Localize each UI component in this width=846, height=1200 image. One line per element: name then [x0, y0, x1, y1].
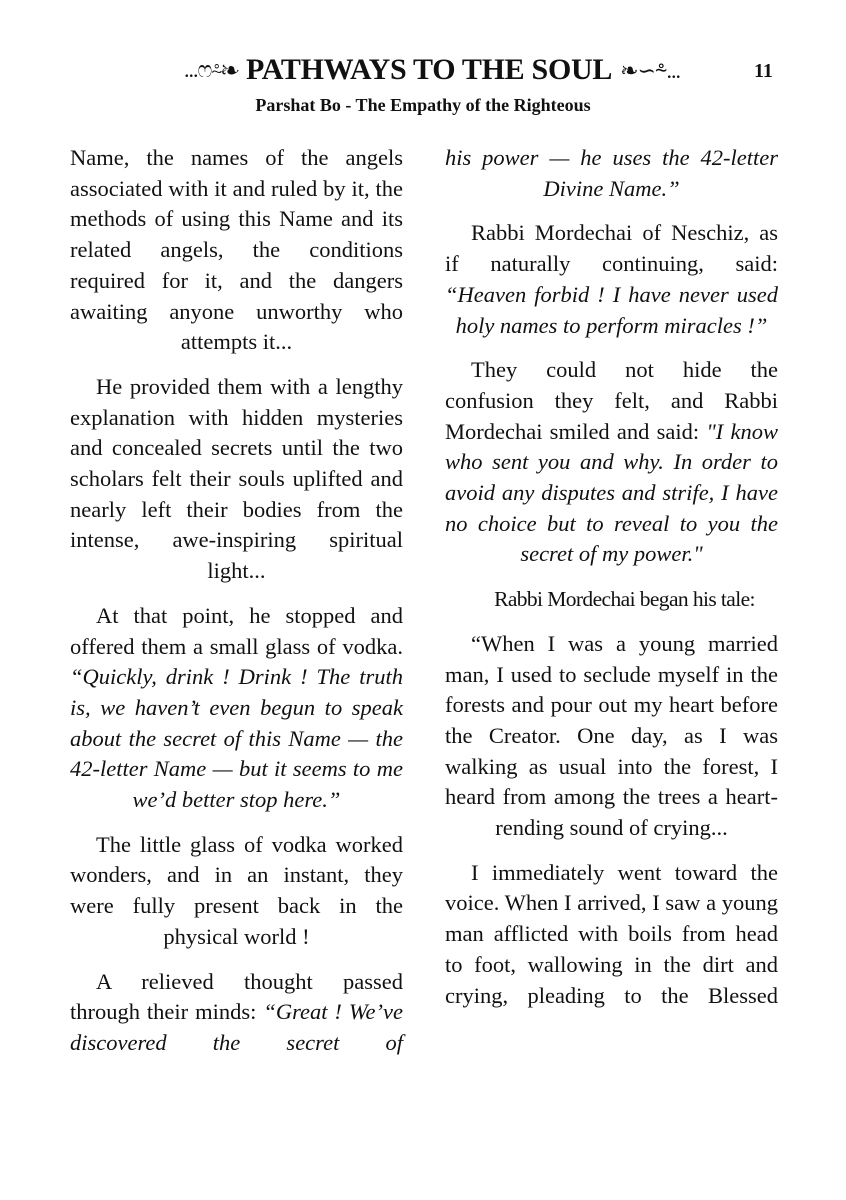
- book-title-row: [132, 50, 732, 90]
- paragraph: [445, 143, 778, 204]
- paragraph: [445, 584, 778, 615]
- left-column: [70, 143, 403, 1073]
- right-column: [445, 143, 778, 1025]
- text: The little glass of vodka worked wonders, and in an instant, they were fully present back in the physical world !: [70, 831, 403, 949]
- paragraph: [70, 601, 403, 816]
- paragraph: [445, 355, 778, 570]
- text: Rabbi Mordechai began his tale:: [494, 587, 755, 612]
- italic-text: “Heaven forbid ! I have never used holy names to perform miracles !”: [445, 281, 778, 338]
- paragraph: [445, 858, 778, 1012]
- book-title: PATHWAYS TO THE SOUL: [245, 53, 613, 86]
- paragraph: [70, 830, 403, 953]
- text: At that point, he stopped and offered them a small glass of vodka.: [70, 602, 403, 659]
- text: He provided them with a lengthy explanation with hidden mysteries and concealed secrets until the two scholars felt their souls uplifted and nearly left their bodies from the intense, awe-inspiring spiritual light...: [70, 373, 403, 584]
- text: They could not hide the confusion they felt, and Rabbi Mordechai smiled and said:: [445, 357, 778, 444]
- chapter-subtitle: Parshat Bo - The Empathy of the Righteous: [255, 95, 591, 115]
- text: Name, the names of the angels associated with it and ruled by it, the methods of using this Name and its related angels, the conditions required for it, and the dangers awaiting anyone unworthy who attempts it...: [70, 145, 403, 355]
- italic-text: “Quickly, drink ! Drink ! The truth is, we haven’t even begun to speak about the secret of this Name — the 42-letter Name — but it seems to me we’d better stop here.”: [70, 664, 403, 813]
- ornament-right-icon: ❧∽⸛...: [620, 58, 681, 83]
- ornament-left-icon: ...ෆ⸛❧: [183, 57, 238, 82]
- italic-text: “Great ! We’ve discovered the secret of: [70, 999, 403, 1055]
- text: “When I was a young married man, I used to seclude myself in the forests and pour out my heart before the Creator. One day, as I was walking as usual into the forest, I heard from among the trees a heart-rending sound of crying...: [445, 630, 778, 841]
- paragraph: [70, 372, 403, 587]
- text: I immediately went toward the voice. When I arrived, I saw a young man afflicted with boils from head to foot, wallowing in the dirt and crying, pleading to the Blessed: [445, 859, 778, 1008]
- page-number: 11: [754, 60, 773, 82]
- italic-text: "I know who sent you and why. In order to avoid any disputes and strife, I have no choice but to reveal to you the secret of my power.": [445, 418, 778, 567]
- text: A relieved thought passed through their minds:: [70, 968, 403, 1025]
- text: Rabbi Mordechai of Neschiz, as if naturally continuing, said:: [445, 220, 778, 277]
- paragraph: [445, 218, 778, 341]
- paragraph: [70, 967, 403, 1059]
- italic-text: his power — he uses the 42-letter Divine Name.”: [445, 145, 778, 201]
- paragraph: [445, 629, 778, 844]
- paragraph: [70, 143, 403, 358]
